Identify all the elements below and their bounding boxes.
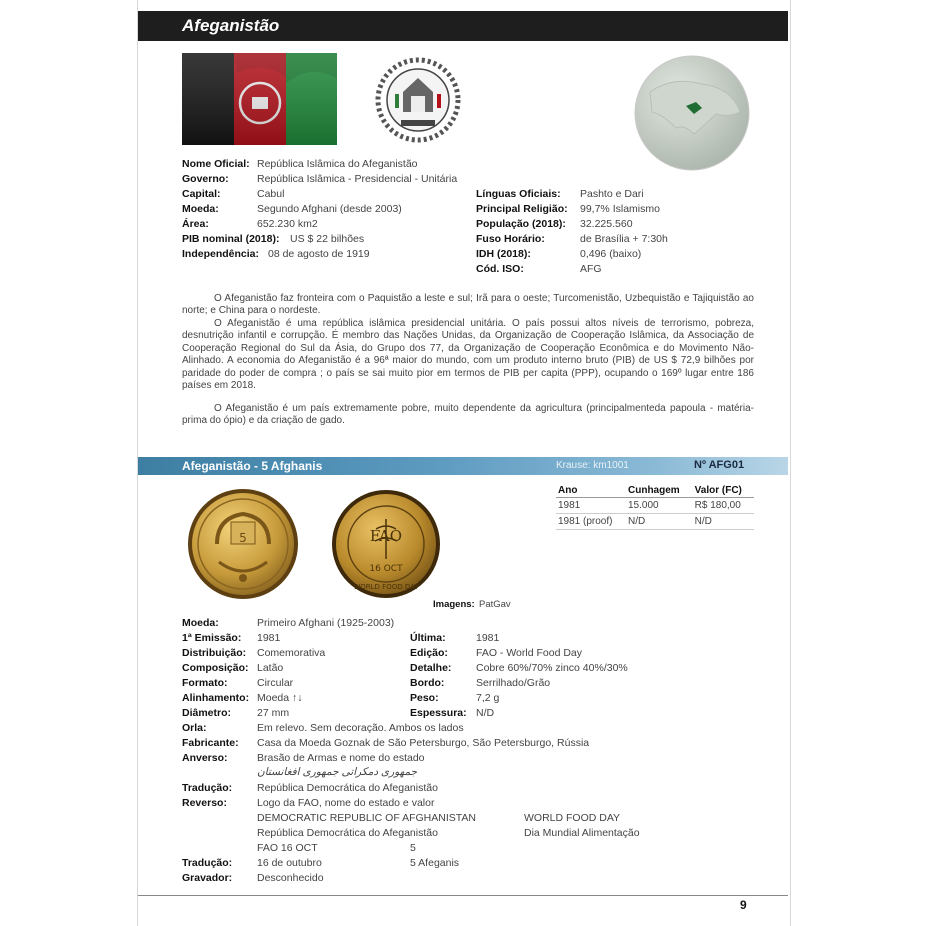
catalog-number: Nº AFG01 bbox=[694, 459, 745, 471]
coin-rim-text: WORLD FOOD DAY bbox=[353, 583, 419, 591]
reverse-inscription: República Democrática do Afeganistão bbox=[257, 827, 438, 839]
info-value: República Islâmica do Afeganistão bbox=[257, 158, 418, 170]
detail-label: Distribuição: bbox=[182, 647, 247, 659]
table-cell: 1981 bbox=[556, 498, 626, 514]
detail-label: Formato: bbox=[182, 677, 228, 689]
detail-label: Gravador: bbox=[182, 872, 233, 884]
coin-title: Afeganistão - 5 Afghanis bbox=[182, 459, 323, 473]
info-label: Área: bbox=[182, 218, 209, 230]
detail-label: Orla: bbox=[182, 722, 207, 734]
table-cell: R$ 180,00 bbox=[693, 498, 754, 514]
detail-value: Logo da FAO, nome do estado e valor bbox=[257, 797, 435, 809]
detail-value: 16 de outubro bbox=[257, 857, 322, 869]
table-cell: 15.000 bbox=[626, 498, 693, 514]
info-label: Capital: bbox=[182, 188, 221, 200]
column-header: Ano bbox=[556, 484, 626, 498]
info-value: 652.230 km2 bbox=[257, 218, 318, 230]
coin-obverse-image bbox=[187, 488, 299, 600]
detail-value: Primeiro Afghani (1925-2003) bbox=[257, 617, 395, 629]
detail-label: Diâmetro: bbox=[182, 707, 232, 719]
page-number: 9 bbox=[740, 898, 747, 912]
detail-label: Anverso: bbox=[182, 752, 228, 764]
reverse-inscription: 5 bbox=[410, 842, 416, 854]
arabic-inscription: جمهوری دمکراتی جمهوری افغانستان bbox=[257, 766, 418, 778]
info-label: Governo: bbox=[182, 173, 229, 185]
detail-value: República Democrática do Afeganistão bbox=[257, 782, 438, 794]
detail-value: Brasão de Armas e nome do estado bbox=[257, 752, 425, 764]
info-label: IDH (2018): bbox=[476, 248, 531, 260]
detail-label: Espessura: bbox=[410, 707, 467, 719]
detail-value: Moeda ↑↓ bbox=[257, 692, 303, 704]
table-cell: N/D bbox=[693, 514, 754, 530]
detail-value: 5 Afeganis bbox=[410, 857, 460, 869]
detail-label: Reverso: bbox=[182, 797, 227, 809]
reverse-inscription: Dia Mundial Alimentação bbox=[524, 827, 640, 839]
table-row bbox=[556, 498, 754, 514]
reverse-inscription: FAO 16 OCT bbox=[257, 842, 318, 854]
mintage-table bbox=[556, 484, 754, 530]
reverse-inscription: WORLD FOOD DAY bbox=[524, 812, 621, 824]
detail-value: Serrilhado/Grão bbox=[476, 677, 551, 689]
info-value: 99,7% Islamismo bbox=[580, 203, 660, 215]
detail-label: Tradução: bbox=[182, 857, 233, 869]
detail-value: 7,2 g bbox=[476, 692, 500, 704]
detail-value: N/D bbox=[476, 707, 495, 719]
detail-value: Comemorativa bbox=[257, 647, 326, 659]
detail-value: Desconhecido bbox=[257, 872, 324, 884]
detail-value: Em relevo. Sem decoração. Ambos os lados bbox=[257, 722, 464, 734]
globe-map-image bbox=[632, 54, 752, 172]
detail-label: 1ª Emissão: bbox=[182, 632, 242, 644]
footer-divider bbox=[138, 895, 788, 896]
info-label: Línguas Oficiais: bbox=[476, 188, 561, 200]
detail-label: Última: bbox=[410, 632, 446, 644]
info-label: PIB nominal (2018): bbox=[182, 233, 280, 245]
coin-value-glyph: 5 bbox=[239, 531, 247, 545]
info-value: Pashto e Dari bbox=[580, 188, 644, 200]
reverse-inscription: DEMOCRATIC REPUBLIC OF AFGHANISTAN bbox=[257, 812, 476, 824]
detail-value: Casa da Moeda Goznak de São Petersburgo, São Petersburgo, Rússia bbox=[257, 737, 590, 749]
info-label: População (2018): bbox=[476, 218, 566, 230]
table-cell: N/D bbox=[626, 514, 693, 530]
detail-label: Detalhe: bbox=[410, 662, 452, 674]
krause-number: Krause: km1001 bbox=[556, 460, 629, 471]
detail-label: Alinhamento: bbox=[182, 692, 250, 704]
info-label: Fuso Horário: bbox=[476, 233, 545, 245]
info-value: 08 de agosto de 1919 bbox=[268, 248, 370, 260]
info-label: Nome Oficial: bbox=[182, 158, 250, 170]
detail-label: Moeda: bbox=[182, 617, 219, 629]
detail-label: Fabricante: bbox=[182, 737, 239, 749]
coin-reverse-image bbox=[331, 489, 441, 599]
info-value: de Brasília + 7:30h bbox=[580, 233, 668, 245]
images-credit-label: Imagens: bbox=[433, 599, 475, 610]
detail-label: Tradução: bbox=[182, 782, 233, 794]
column-header: Cunhagem bbox=[626, 484, 693, 498]
detail-label: Composição: bbox=[182, 662, 249, 674]
info-value: AFG bbox=[580, 263, 602, 275]
detail-label: Peso: bbox=[410, 692, 439, 704]
table-row bbox=[556, 514, 754, 530]
column-header: Valor (FC) bbox=[693, 484, 754, 498]
detail-label: Edição: bbox=[410, 647, 448, 659]
coin-fao-text: FAO bbox=[369, 527, 403, 545]
title-bar bbox=[138, 11, 788, 41]
coat-of-arms-image bbox=[373, 54, 463, 144]
info-label: Independência: bbox=[182, 248, 260, 260]
info-value: República Islâmica - Presidencial - Unitária bbox=[257, 173, 458, 185]
detail-label: Bordo: bbox=[410, 677, 445, 689]
table-cell: 1981 (proof) bbox=[556, 514, 626, 530]
info-value: US $ 22 bilhões bbox=[290, 233, 365, 245]
coin-section-band bbox=[138, 457, 788, 475]
detail-value: FAO - World Food Day bbox=[476, 647, 583, 659]
page-title: Afeganistão bbox=[182, 16, 280, 35]
body-paragraph: O Afeganistão faz fronteira com o Paquistão a leste e sul; Irã para o oeste; Turcomenistão, Uzbequistão e Tajiquistão ao norte; e China para o nordeste. bbox=[182, 293, 754, 317]
coin-date-text: 16 OCT bbox=[369, 564, 403, 574]
info-label: Cód. ISO: bbox=[476, 263, 524, 275]
body-paragraph: O Afeganistão é uma república islâmica presidencial unitária. O país possui altos níveis de terrorismo, pobreza, desnutrição infantil e corrupção. É membro das Nações Unidas, da Organização de Cooperação Islâmica, da Associação de Cooperação Regional do Sul da Ásia, do Grupo dos 77, da Organização de Cooperação Econômica e do Movimento Não-Alinhado. A economia do Afeganistão é a 96ª maior do mundo, com um produto interno bruto (PIB) de US $ 72,9 bilhões por paridade do poder de compra ; o país se sai muito pior em termos de PIB per capita (PPP), ocupando o 169º lugar entre 186 países em 2018. bbox=[182, 318, 754, 392]
detail-value: Circular bbox=[257, 677, 294, 689]
detail-value: 1981 bbox=[257, 632, 281, 644]
images-credit-value: PatGav bbox=[479, 599, 511, 610]
table-header-row bbox=[556, 484, 754, 498]
info-value: 32.225.560 bbox=[580, 218, 633, 230]
info-value: 0,496 (baixo) bbox=[580, 248, 642, 260]
info-label: Moeda: bbox=[182, 203, 219, 215]
detail-value: Cobre 60%/70% zinco 40%/30% bbox=[476, 662, 628, 674]
info-value: Cabul bbox=[257, 188, 285, 200]
detail-value: Latão bbox=[257, 662, 284, 674]
detail-value: 1981 bbox=[476, 632, 500, 644]
detail-value: 27 mm bbox=[257, 707, 290, 719]
body-paragraph: O Afeganistão é um país extremamente pobre, muito dependente da agricultura (principalmenteda papoula - matéria-prima do ópio) e da criação de gado. bbox=[182, 403, 754, 427]
info-label: Principal Religião: bbox=[476, 203, 568, 215]
info-value: Segundo Afghani (desde 2003) bbox=[257, 203, 402, 215]
flag-image bbox=[182, 53, 337, 145]
